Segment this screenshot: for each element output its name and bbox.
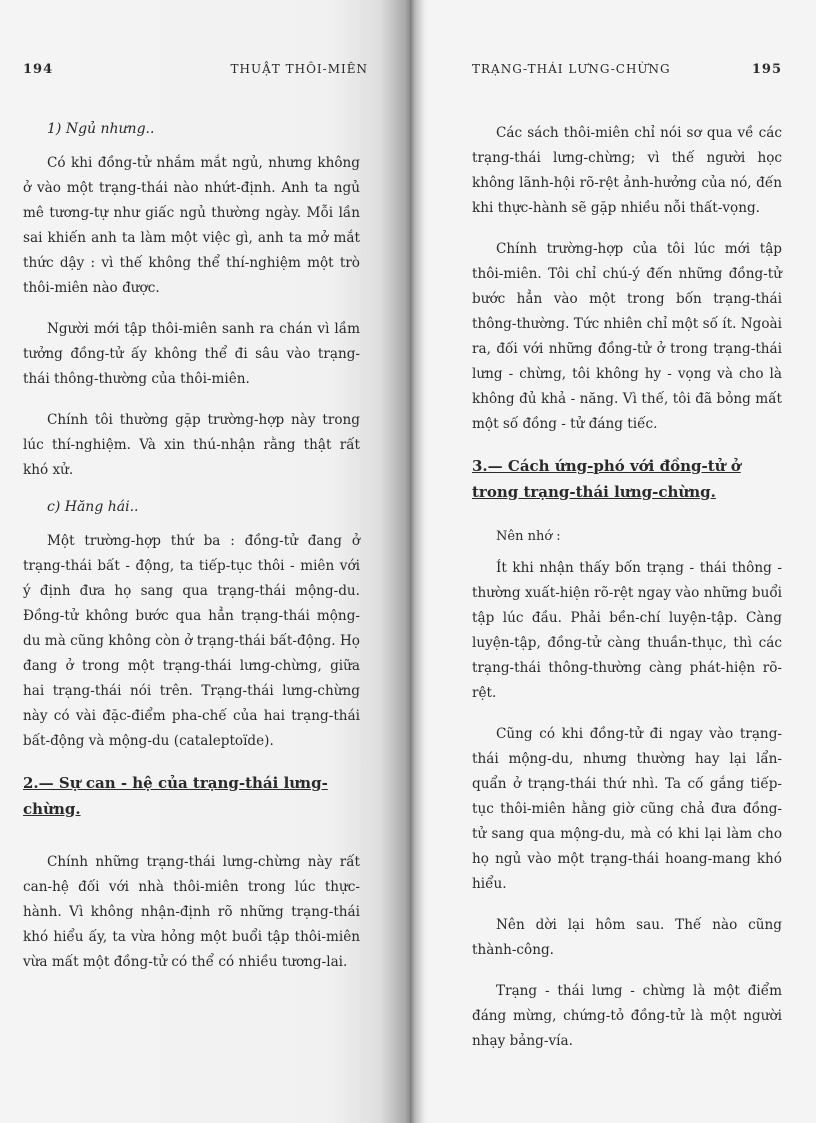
right-paragraph-5: Nên dời lại hôm sau. Thế nào cũng thành-công. — [472, 917, 782, 958]
left-paragraph-3: Chính tôi thường gặp trường-hợp này trong lúc thí-nghiệm. Và xin thú-nhận rằng thật rất khó xử. — [23, 412, 360, 478]
left-running-title: THUẬT THÔI-MIÊN — [230, 62, 368, 76]
left-paragraph-1: Có khi đồng-tử nhắm mắt ngủ, nhưng không ở vào một trạng-thái nào nhứt-định. Anh ta ngủ mê tương-tự như giấc ngủ thường ngày. Mỗi lần sai khiến anh ta làm một việc gì, anh ta mở mắt thức dậy : vì thế không thể thí-nghiệm một trò thôi-miên nào được. — [23, 155, 360, 296]
left-paragraph-5: Chính những trạng-thái lưng-chừng này rất can-hệ đối với nhà thôi-miên trong lúc thực-hành. Vì không nhận-định rõ những trạng-thái khó hiểu ấy, ta vừa hỏng một buổi tập thôi-miên vừa mất một đồng-tử có thể có nhiều tương-lai. — [23, 854, 360, 970]
book-gutter — [410, 0, 428, 1123]
subhead-ngu-nhung: 1) Ngủ nhưng.. — [47, 121, 155, 137]
right-running-head — [472, 62, 782, 77]
section-heading-3: 3.— Cách ứng-phó với đồng-tử ở trong trạng-thái lưng-chừng. — [472, 457, 741, 501]
right-paragraph-6: Trạng - thái lưng - chừng là một điểm đáng mừng, chứng-tỏ đồng-tử là một người nhạy bảng-vía. — [472, 983, 782, 1049]
note-label: Nên nhớ : — [496, 529, 561, 544]
right-paragraph-1: Các sách thôi-miên chỉ nói sơ qua về các trạng-thái lưng-chừng; vì thế người học không lãnh-hội rõ-rệt ảnh-hưởng của nó, đến khi thực-hành sẽ gặp nhiều nỗi thất-vọng. — [472, 125, 782, 216]
right-page — [428, 0, 816, 1123]
left-running-head — [23, 62, 368, 77]
right-page-number: 195 — [751, 62, 782, 77]
left-paragraph-2: Người mới tập thôi-miên sanh ra chán vì lầm tưởng đồng-tử ấy không thể đi sâu vào trạng-thái thông-thường của thôi-miên. — [23, 321, 360, 387]
section-heading-2: 2.— Sự can - hệ của trạng-thái lưng-chừng. — [23, 774, 328, 818]
left-paragraph-4: Một trường-hợp thứ ba : đồng-tử đang ở trạng-thái bất - động, ta tiếp-tục thôi - miên với ý định đưa họ sang qua trạng-thái mộng-du. Đồng-tử không bước qua hẳn trạng-thái mộng-du mà cũng không còn ở trạng-thái bất-động. Họ đang ở trong một trạng-thái lưng-chừng, giữa hai trạng-thái nói trên. Trạng-thái lưng-chừng này có vài đặc-điểm pha-chế của hai trạng-thái bất-động và mộng-du (cataleptoïde). — [23, 533, 360, 749]
right-running-title: TRẠNG-THÁI LƯNG-CHỪNG — [472, 62, 671, 76]
right-paragraph-4: Cũng có khi đồng-tử đi ngay vào trạng-thái mộng-du, nhưng thường hay lại lẩn-quẩn ở trạng-thái thứ nhì. Ta cố gắng tiếp-tục thôi-miên hằng giờ cũng chả đưa đồng-tử sang qua mộng-du, mà có khi lại làm cho họ ngủ vào một trạng-thái hoang-mang khó hiểu. — [472, 726, 782, 892]
right-paragraph-3: Ít khi nhận thấy bốn trạng - thái thông - thường xuất-hiện rõ-rệt ngay vào những buổi tập lúc đầu. Phải bền-chí luyện-tập. Càng luyện-tập, đồng-tử càng thuần-thục, thì các trạng-thái thông-thường càng phát-hiện rõ-rệt. — [472, 560, 782, 701]
right-paragraph-2: Chính trường-hợp của tôi lúc mới tập thôi-miên. Tôi chỉ chú-ý đến những đồng-tử bước hẳn vào một trong bốn trạng-thái thông-thường. Tức nhiên chỉ một số ít. Ngoài ra, đối với những đồng-tử ở trong trạng-thái lưng - chừng, tôi không hy - vọng và cho là không đủ khả - năng. Vì thế, tôi đã bỏng mất một số đồng - tử đáng tiếc. — [472, 241, 782, 432]
left-page-number: 194 — [23, 62, 54, 77]
subhead-hang-hai: c) Hăng hái.. — [47, 499, 139, 515]
